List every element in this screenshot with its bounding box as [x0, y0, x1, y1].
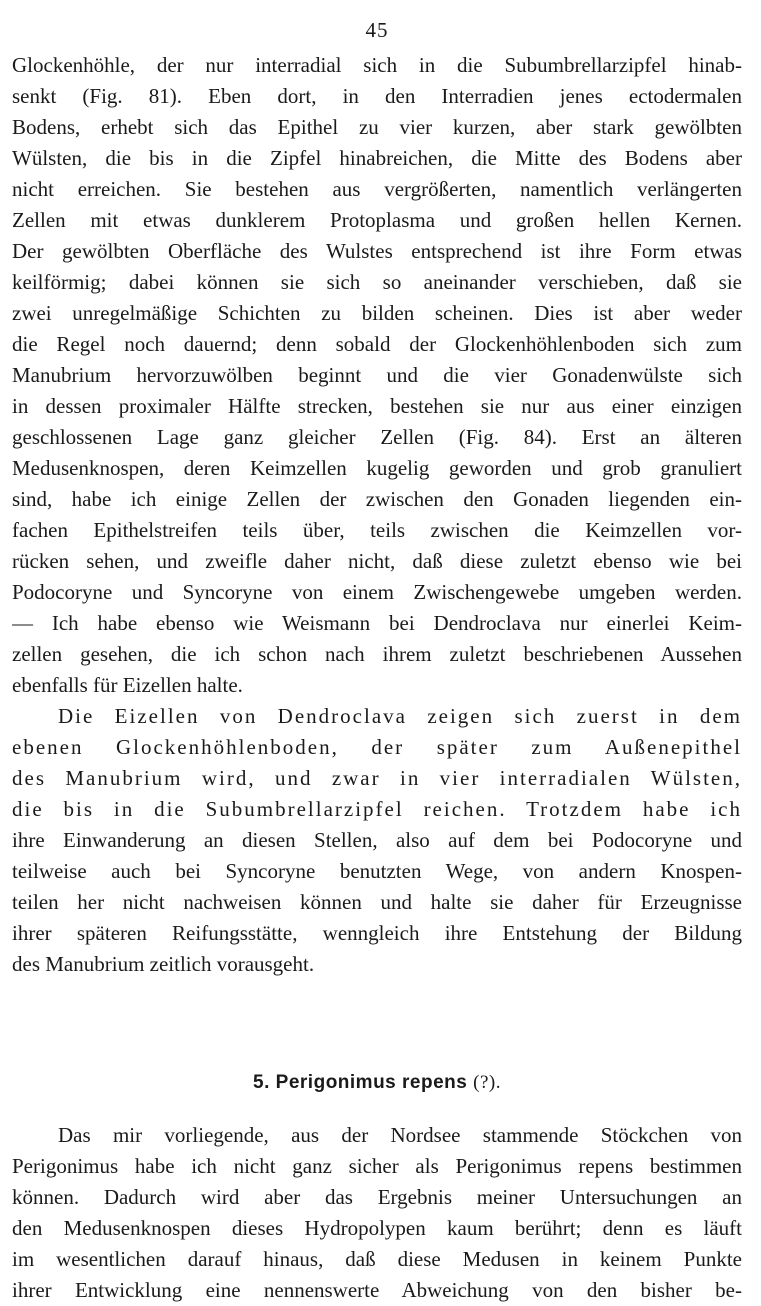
page-number: 45	[365, 18, 389, 42]
text-line: den Medusenknospen dieses Hydropolypen kaum berührt; denn es läuft	[12, 1216, 742, 1240]
text-line: Zellen mit etwas dunklerem Protoplasma und großen hellen Kernen.	[12, 208, 742, 232]
section-title: Perigonimus repens	[275, 1072, 468, 1093]
text-line: die Regel noch dauernd; denn sobald der Glockenhöhlenboden sich zum	[12, 332, 742, 356]
text-line: — Ich habe ebenso wie Weismann bei Dendroclava nur einerlei Keim-	[12, 611, 742, 635]
section-heading	[12, 1068, 742, 1098]
section-number: 5.	[253, 1072, 270, 1093]
text-line: Medusenknospen, deren Keimzellen kugelig geworden und grob granuliert	[12, 456, 742, 480]
document-page	[12, 14, 742, 1306]
text-line: ebenfalls für Eizellen halte.	[12, 673, 243, 697]
text-line: Das mir vorliegende, aus der Nordsee stammende Stöckchen von	[58, 1123, 742, 1147]
text-line: nicht erreichen. Sie bestehen aus vergrößerten, namentlich verlängerten	[12, 177, 742, 201]
text-line: ihrer Entwicklung eine nennenswerte Abweichung von den bisher be-	[12, 1278, 742, 1302]
text-line: fachen Epithelstreifen teils über, teils zwischen die Keimzellen vor-	[12, 518, 742, 542]
text-line: Der gewölbten Oberfläche des Wulstes entsprechend ist ihre Form etwas	[12, 239, 742, 263]
text-line: Bodens, erhebt sich das Epithel zu vier kurzen, aber stark gewölbten	[12, 115, 742, 139]
text-line: sind, habe ich einige Zellen der zwischen den Gonaden liegenden ein-	[12, 487, 742, 511]
text-line: Podocoryne und Syncoryne von einem Zwischengewebe umgeben werden.	[12, 580, 742, 604]
section-paragraph	[12, 1120, 742, 1306]
text-line: teilweise auch bei Syncoryne benutzten Wege, von andern Knospen-	[12, 859, 742, 883]
text-line: in dessen proximaler Hälfte strecken, bestehen sie nur aus einer einzigen	[12, 394, 742, 418]
text-line: Wülsten, die bis in die Zipfel hinabreichen, die Mitte des Bodens aber	[12, 146, 742, 170]
text-line: keilförmig; dabei können sie sich so aneinander verschieben, daß sie	[12, 270, 742, 294]
paragraph-2	[12, 701, 742, 980]
text-line: ebenen Glockenhöhlenboden, der später zum Außenepithel	[12, 735, 742, 759]
paragraph-1	[12, 50, 742, 701]
text-line: ihrer späteren Reifungsstätte, wenngleich ihre Entstehung der Bildung	[12, 921, 742, 945]
text-line: Manubrium hervorzuwölben beginnt und die vier Gonadenwülste sich	[12, 363, 742, 387]
text-line: ihre Einwanderung an diesen Stellen, also auf dem bei Podocoryne und	[12, 828, 742, 852]
section-qualifier: (?).	[473, 1072, 501, 1093]
text-line: rücken sehen, und zweifle daher nicht, daß diese zuletzt ebenso wie bei	[12, 549, 742, 573]
text-line: die bis in die Subumbrellarzipfel reichen. Trotzdem habe ich	[12, 797, 742, 821]
text-line: können. Dadurch wird aber das Ergebnis meiner Untersuchungen an	[12, 1185, 742, 1209]
text-line: im wesentlichen darauf hinaus, daß diese Medusen in keinem Punkte	[12, 1247, 742, 1271]
text-line: geschlossenen Lage ganz gleicher Zellen (Fig. 84). Erst an älteren	[12, 425, 742, 449]
text-line: senkt (Fig. 81). Eben dort, in den Interradien jenes ectodermalen	[12, 84, 742, 108]
text-line: Perigonimus habe ich nicht ganz sicher als Perigonimus repens bestimmen	[12, 1154, 742, 1178]
text-line: teilen her nicht nachweisen können und halte sie daher für Erzeugnisse	[12, 890, 742, 914]
text-line: zellen gesehen, die ich schon nach ihrem zuletzt beschriebenen Aussehen	[12, 642, 742, 666]
text-line: Die Eizellen von Dendroclava zeigen sich zuerst in dem	[58, 704, 742, 728]
text-line: des Manubrium zeitlich vorausgeht.	[12, 952, 315, 976]
text-line: zwei unregelmäßige Schichten zu bilden scheinen. Dies ist aber weder	[12, 301, 742, 325]
text-line: Glockenhöhle, der nur interradial sich in die Subumbrellarzipfel hinab-	[12, 53, 742, 77]
text-line: des Manubrium wird, und zwar in vier interradialen Wülsten,	[12, 766, 742, 790]
